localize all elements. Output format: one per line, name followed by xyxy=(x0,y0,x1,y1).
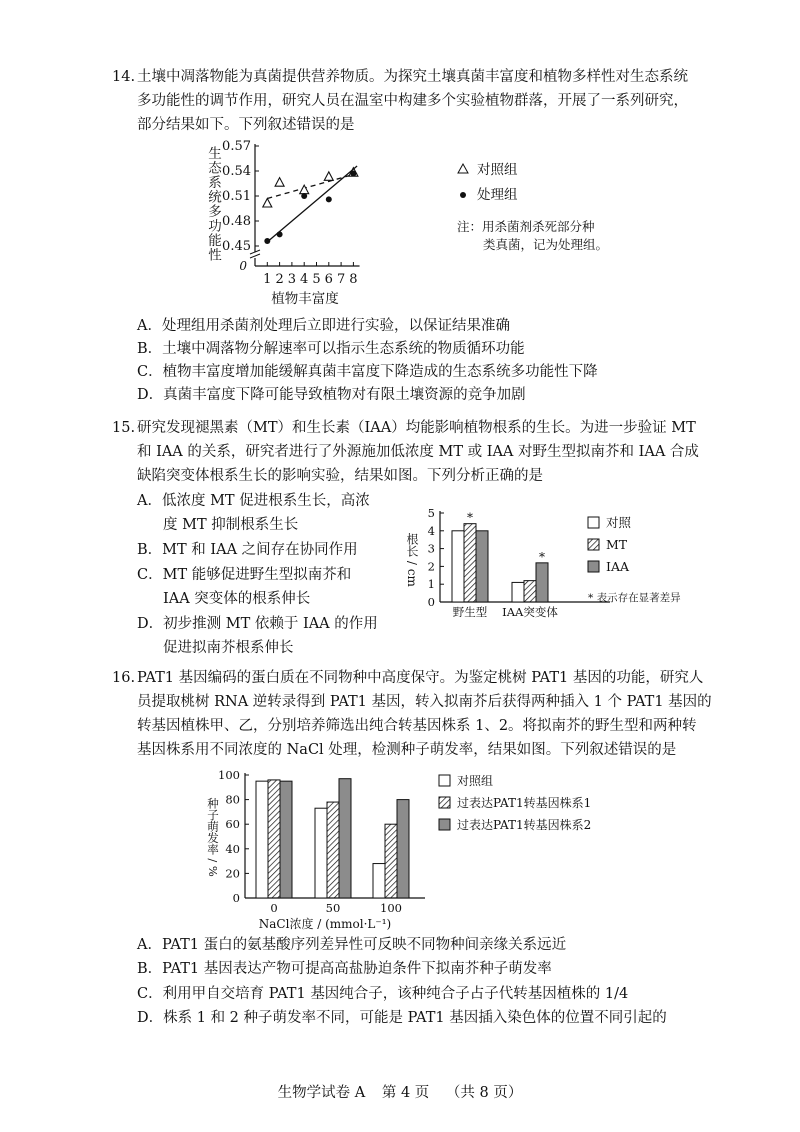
q15-option-d[interactable]: D．初步推测 MT 依赖于 IAA 的作用 xyxy=(137,616,378,632)
y-tick-label: 5 xyxy=(427,506,435,520)
q16-bar-chart xyxy=(195,765,595,930)
control-point xyxy=(300,185,309,194)
q14-scatter-chart xyxy=(195,138,675,310)
q16-option-c[interactable]: C．利用甲自交培育 PAT1 基因纯合子，该种纯合子占子代转基因植株的 1/4 xyxy=(137,986,629,1002)
y-tick-label: 40 xyxy=(225,841,240,856)
q16-stem-line: 转基因植株甲、乙，分别培养筛选出纯合转基因株系 1、2。将拟南芥的野生型和两种转 xyxy=(137,718,697,734)
q15-bar-chart xyxy=(400,505,730,630)
legend-label: 过表达PAT1转基因株系2 xyxy=(457,818,592,832)
bar xyxy=(536,563,548,602)
y-tick-label: 0 xyxy=(427,595,435,609)
x-tick-label: 野生型 xyxy=(452,605,488,619)
q15-option-b[interactable]: B．MT 和 IAA 之间存在协同作用 xyxy=(137,542,358,558)
significance-mark: * xyxy=(467,510,473,525)
q15-option-c[interactable]: C．MT 能够促进野生型拟南芥和 xyxy=(137,567,352,583)
footer-total: （共 8 页） xyxy=(445,1085,523,1101)
treatment-point xyxy=(277,231,283,237)
zero-label: 0 xyxy=(239,259,247,273)
chart-note: * 表示存在显著差异 xyxy=(588,592,681,604)
treatment-point xyxy=(301,193,307,199)
bar xyxy=(524,581,536,602)
q14-stem-line: 多功能性的调节作用，研究人员在温室中构建多个实验植物群落，开展了一系列研究， xyxy=(137,93,688,109)
q16-option-b[interactable]: B．PAT1 基因表达产物可提高高盐胁迫条件下拟南芥种子萌发率 xyxy=(137,961,552,977)
legend-swatch xyxy=(588,517,599,528)
legend-label: 处理组 xyxy=(477,187,518,203)
legend-swatch xyxy=(588,561,599,572)
bar xyxy=(280,781,292,898)
bar xyxy=(268,780,280,898)
x-axis-label: 植物丰富度 xyxy=(271,291,339,307)
q15-option-d-cont: 促进拟南芥根系伸长 xyxy=(163,640,294,656)
x-tick-label: 100 xyxy=(380,901,402,915)
q14-option-d[interactable]: D．真菌丰富度下降可能导致植物对有限土壤资源的竞争加剧 xyxy=(137,387,526,403)
y-tick-label: 60 xyxy=(225,817,240,832)
bar xyxy=(512,582,524,602)
y-tick-label: 0.54 xyxy=(222,164,251,179)
bar xyxy=(327,802,339,898)
y-axis-label: 根长 / cm xyxy=(405,533,419,587)
legend-label: MT xyxy=(606,537,628,552)
y-tick-label: 0.45 xyxy=(222,239,251,254)
legend-swatch xyxy=(439,797,450,808)
treatment-point xyxy=(350,171,356,177)
x-tick-label: 7 xyxy=(336,272,346,287)
bar xyxy=(464,524,476,602)
q15-option-c-cont: IAA 突变体的根系伸长 xyxy=(163,591,311,607)
treatment-point xyxy=(326,196,332,202)
bar xyxy=(452,531,464,602)
y-tick-label: 4 xyxy=(427,523,435,538)
q16-stem-line: PAT1 基因编码的蛋白质在不同物种中高度保守。为鉴定桃树 PAT1 基因的功能，研究人 xyxy=(137,670,704,686)
footer-page: 第 4 页 xyxy=(381,1085,430,1101)
q14-option-c[interactable]: C．植物丰富度增加能缓解真菌丰富度下降造成的生态系统多功能性下降 xyxy=(137,364,598,380)
x-tick-label: 50 xyxy=(325,901,341,915)
q14-option-a[interactable]: A．处理组用杀菌剂处理后立即进行实验，以保证结果准确 xyxy=(137,318,510,334)
q14-stem-line: 土壤中凋落物能为真菌提供营养物质。为探究土壤真菌丰富度和植物多样性对生态系统 xyxy=(137,69,688,85)
y-tick-label: 100 xyxy=(218,768,240,782)
q15-stem-line: 和 IAA 的关系，研究者进行了外源施加低浓度 MT 或 IAA 对野生型拟南芥和 IAA 合成 xyxy=(137,444,699,460)
y-tick-label: 0.48 xyxy=(222,214,251,229)
x-axis-label: NaCl浓度 / (mmol·L⁻¹) xyxy=(258,917,392,930)
page-footer xyxy=(0,1083,800,1103)
footer-subject: 生物学试卷 A xyxy=(277,1085,366,1101)
y-axis-label: 种子萌发率 / % xyxy=(206,797,220,877)
q16-option-d[interactable]: D．株系 1 和 2 种子萌发率不同，可能是 PAT1 基因插入染色体的位置不同引起的 xyxy=(137,1010,667,1026)
q15-option-a[interactable]: A．低浓度 MT 促进根系生长，高浓 xyxy=(137,493,370,509)
question-15-number: 15. xyxy=(112,420,136,436)
legend-label: 对照 xyxy=(606,515,632,530)
legend-swatch xyxy=(439,819,450,830)
y-tick-label: 20 xyxy=(225,866,240,881)
y-axis-label: 生态系统多功能性 xyxy=(205,146,221,262)
y-tick-label: 0.57 xyxy=(222,139,251,154)
legend-label: 过表达PAT1转基因株系1 xyxy=(457,796,592,810)
control-point xyxy=(275,178,284,187)
q16-option-a[interactable]: A．PAT1 蛋白的氨基酸序列差异性可反映不同物种间亲缘关系远近 xyxy=(137,937,567,953)
bar xyxy=(397,800,409,898)
legend-triangle-icon xyxy=(458,164,468,173)
q16-stem-line: 员提取桃树 RNA 逆转录得到 PAT1 基因，转入拟南芥后获得两种插入 1 个 PAT1 基因的 xyxy=(137,694,712,710)
y-tick-label: 3 xyxy=(427,541,435,556)
control-point xyxy=(263,199,272,208)
x-tick-label: 0 xyxy=(270,901,278,915)
x-tick-label: 3 xyxy=(287,272,297,287)
bar xyxy=(315,808,327,898)
bar xyxy=(373,864,385,898)
fit-line-treatment xyxy=(267,166,357,242)
chart-note: 注：用杀菌剂杀死部分种 xyxy=(457,219,595,234)
treatment-point xyxy=(264,238,270,244)
q15-option-a-cont: 度 MT 抑制根系生长 xyxy=(163,517,299,533)
y-tick-label: 1 xyxy=(427,577,435,592)
x-tick-label: 6 xyxy=(324,272,333,287)
legend-label: IAA xyxy=(606,559,629,574)
chart-note: 类真菌，记为处理组。 xyxy=(483,237,609,252)
bar xyxy=(385,824,397,898)
y-tick-label: 2 xyxy=(427,559,435,574)
q14-stem-line: 部分结果如下。下列叙述错误的是 xyxy=(137,117,355,133)
legend-swatch xyxy=(588,539,599,550)
legend-label: 对照组 xyxy=(477,162,518,178)
control-point xyxy=(324,172,333,181)
q16-stem-line: 基因株系用不同浓度的 NaCl 处理，检测种子萌发率，结果如图。下列叙述错误的是 xyxy=(137,742,677,758)
x-tick-label: 4 xyxy=(300,272,309,287)
legend-label: 对照组 xyxy=(457,774,494,788)
significance-mark: * xyxy=(539,549,545,564)
question-14-number: 14. xyxy=(112,69,136,85)
legend-swatch xyxy=(439,775,450,786)
q15-stem-line: 研究发现褪黑素（MT）和生长素（IAA）均能影响植物根系的生长。为进一步验证 MT xyxy=(137,420,696,436)
y-tick-label: 0.51 xyxy=(222,189,251,204)
legend-dot-icon xyxy=(460,192,466,198)
x-tick-label: 8 xyxy=(349,272,358,287)
bar xyxy=(339,779,351,898)
x-tick-label: IAA突变体 xyxy=(502,605,558,619)
bar xyxy=(476,531,488,602)
x-tick-label: 1 xyxy=(263,272,272,287)
y-tick-label: 0 xyxy=(232,891,240,905)
q15-stem-line: 缺陷突变体根系生长的影响实验，结果如图。下列分析正确的是 xyxy=(137,468,543,484)
q14-option-b[interactable]: B．土壤中凋落物分解速率可以指示生态系统的物质循环功能 xyxy=(137,341,525,357)
x-tick-label: 2 xyxy=(275,272,284,287)
x-tick-label: 5 xyxy=(312,272,321,287)
y-tick-label: 80 xyxy=(225,792,240,807)
bar xyxy=(256,781,268,898)
question-16-number: 16. xyxy=(112,670,136,686)
